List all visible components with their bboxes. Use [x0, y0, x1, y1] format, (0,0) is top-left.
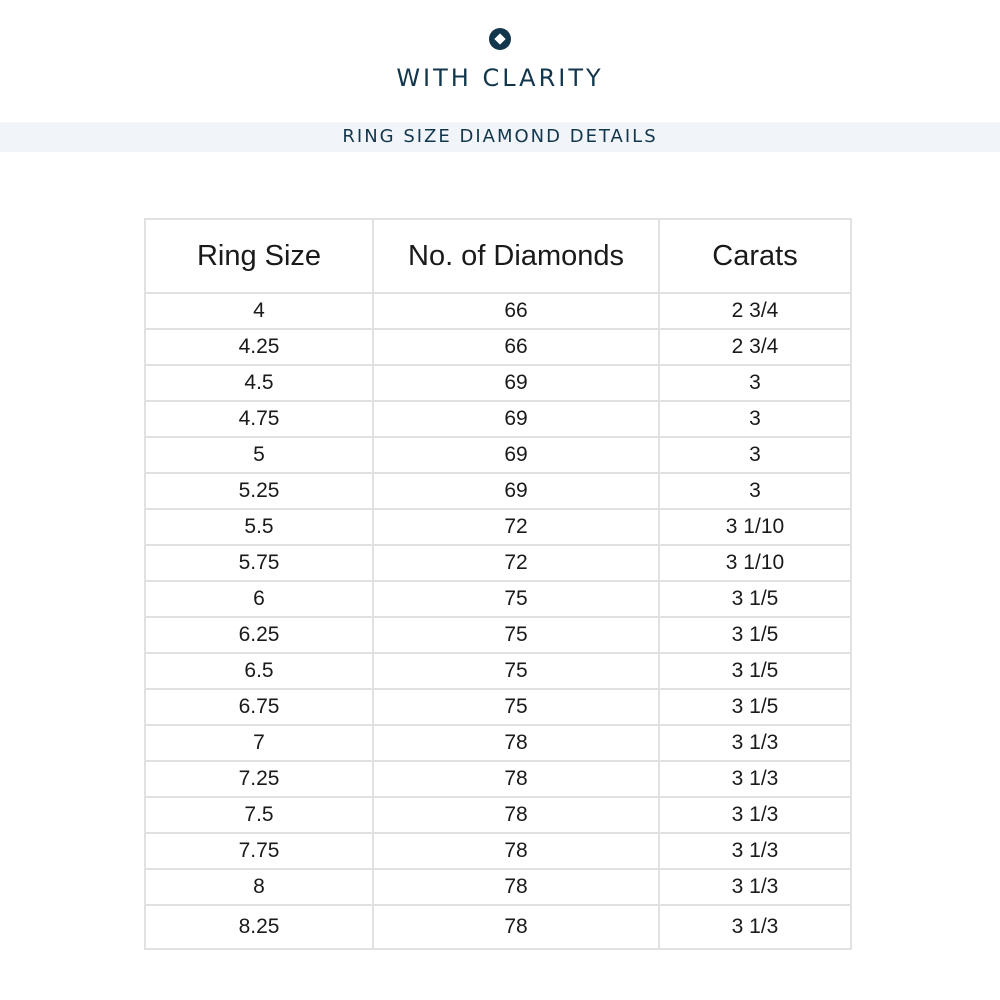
ring-size-cell: 4.5: [145, 365, 373, 401]
ring-size-cell: 6: [145, 581, 373, 617]
ring-size-cell: 4.25: [145, 329, 373, 365]
ring-size-cell: 5: [145, 437, 373, 473]
carats-cell: 3 1/3: [659, 797, 851, 833]
table-row: [145, 869, 851, 905]
logo-diamond-icon: [489, 28, 511, 50]
carats-cell: 3 1/3: [659, 761, 851, 797]
table-row: [145, 401, 851, 437]
table-row: [145, 653, 851, 689]
page-title: RING SIZE DIAMOND DETAILS: [342, 126, 658, 147]
diamond-count-cell: 69: [373, 365, 659, 401]
carats-cell: 3 1/5: [659, 581, 851, 617]
diamond-count-header: No. of Diamonds: [373, 219, 659, 293]
table-row: [145, 509, 851, 545]
table-row: [145, 761, 851, 797]
carats-cell: 3: [659, 473, 851, 509]
table-row: [145, 581, 851, 617]
table-row: [145, 689, 851, 725]
table-row: [145, 473, 851, 509]
ring-size-cell: 5.75: [145, 545, 373, 581]
table-row: [145, 617, 851, 653]
ring-size-cell: 5.5: [145, 509, 373, 545]
diamond-count-cell: 78: [373, 905, 659, 949]
diamond-count-cell: 69: [373, 401, 659, 437]
carats-cell: 3 1/3: [659, 725, 851, 761]
table-body: [145, 293, 851, 949]
carats-cell: 3 1/3: [659, 869, 851, 905]
ring-size-cell: 7.25: [145, 761, 373, 797]
diamond-count-cell: 78: [373, 725, 659, 761]
ring-size-cell: 8: [145, 869, 373, 905]
ring-size-cell: 7.5: [145, 797, 373, 833]
diamond-count-cell: 75: [373, 581, 659, 617]
table-header-row: [145, 219, 851, 293]
diamond-count-cell: 78: [373, 761, 659, 797]
table-row: [145, 545, 851, 581]
carats-cell: 2 3/4: [659, 329, 851, 365]
diamond-count-cell: 75: [373, 617, 659, 653]
carats-cell: 3 1/5: [659, 689, 851, 725]
ring-size-cell: 4: [145, 293, 373, 329]
diamond-count-cell: 69: [373, 437, 659, 473]
brand-name: WITH CLARITY: [396, 64, 604, 92]
table-row: [145, 833, 851, 869]
table-row: [145, 329, 851, 365]
table-row: [145, 365, 851, 401]
carats-cell: 3: [659, 365, 851, 401]
diamond-count-cell: 66: [373, 329, 659, 365]
diamond-count-cell: 78: [373, 797, 659, 833]
ring-size-cell: 6.25: [145, 617, 373, 653]
carats-cell: 2 3/4: [659, 293, 851, 329]
table-row: [145, 725, 851, 761]
carats-cell: 3 1/3: [659, 833, 851, 869]
ring-size-cell: 5.25: [145, 473, 373, 509]
carats-cell: 3 1/10: [659, 545, 851, 581]
ring-size-header: Ring Size: [145, 219, 373, 293]
ring-size-table: [144, 218, 852, 950]
diamond-count-cell: 72: [373, 545, 659, 581]
carats-cell: 3: [659, 401, 851, 437]
ring-size-cell: 6.5: [145, 653, 373, 689]
diamond-count-cell: 78: [373, 833, 659, 869]
diamond-count-cell: 69: [373, 473, 659, 509]
ring-size-cell: 6.75: [145, 689, 373, 725]
ring-size-cell: 8.25: [145, 905, 373, 949]
ring-size-cell: 7.75: [145, 833, 373, 869]
carats-cell: 3 1/3: [659, 905, 851, 949]
ring-size-cell: 4.75: [145, 401, 373, 437]
diamond-count-cell: 66: [373, 293, 659, 329]
table-row: [145, 293, 851, 329]
table-row: [145, 905, 851, 949]
table-row: [145, 797, 851, 833]
carats-cell: 3 1/5: [659, 653, 851, 689]
diamond-count-cell: 75: [373, 653, 659, 689]
carats-header: Carats: [659, 219, 851, 293]
table-row: [145, 437, 851, 473]
carats-cell: 3 1/10: [659, 509, 851, 545]
carats-cell: 3 1/5: [659, 617, 851, 653]
ring-size-cell: 7: [145, 725, 373, 761]
carats-cell: 3: [659, 437, 851, 473]
diamond-count-cell: 78: [373, 869, 659, 905]
diamond-count-cell: 75: [373, 689, 659, 725]
diamond-count-cell: 72: [373, 509, 659, 545]
